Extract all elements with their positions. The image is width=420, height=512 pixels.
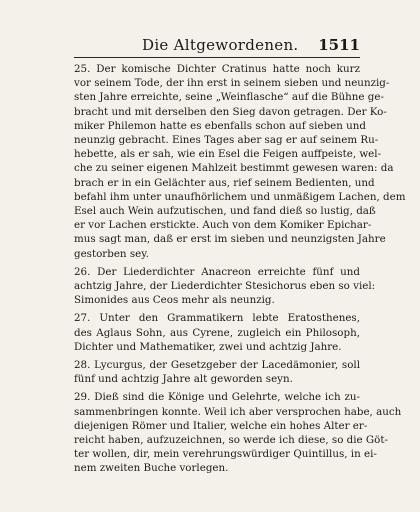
text-line: fünf und achtzig Jahre alt geworden seyn.	[74, 373, 293, 386]
text-line: Esel auch Wein aufzutischen, und fand dieß so lustig, daß	[74, 205, 376, 218]
text-line: hebette, als er sah, wie ein Esel die Feigen auffpeiste, wel-	[74, 148, 382, 161]
text-line: miker Philemon hatte es ebenfalls schon auf sieben und	[74, 119, 367, 132]
text-line: 29. Dieß sind die Könige und Gelehrte, welche ich zu-	[74, 391, 360, 404]
text-line: 27. Unter den Grammatikern lebte Eratosthenes,	[74, 312, 360, 325]
text-line: Simonides aus Ceos mehr als neunzig.	[74, 294, 275, 307]
text-line: gestorben sey.	[74, 247, 149, 260]
body-text	[74, 62, 406, 476]
header-rule	[74, 57, 360, 58]
text-line: che zu seiner eigenen Mahlzeit bestimmt gewesen waren: da	[74, 162, 394, 175]
text-line: diejenigen Römer und Italier, welche ein hohes Alter er-	[74, 419, 368, 432]
text-line: brach er in ein Gelächter aus, rief seinem Bedienten, und	[74, 176, 375, 189]
text-line: ter wollen, dir, mein verehrungswürdiger Quintillus, in ei-	[74, 448, 377, 461]
page-header	[74, 34, 360, 58]
text-line: 25. Der komische Dichter Cratinus hatte noch kurz	[74, 63, 360, 75]
text-line: achtzig Jahre, der Liederdichter Stesichorus eben so viel:	[74, 280, 376, 293]
text-line: mus sagt man, daß er erst im sieben und neunzigsten Jahre	[74, 233, 386, 246]
text-line: bracht und mit derselben den Sieg davon getragen. Der Ko-	[74, 105, 387, 118]
text-line: sten Jahre erreichte, seine „Weinflasche“ auf die Bühne ge-	[74, 91, 384, 104]
text-line: befahl ihm unter unaufhörlichem und unmäßigem Lachen, dem	[74, 190, 406, 203]
text-line: 26. Der Liederdichter Anacreon erreichte fünf und	[74, 265, 360, 278]
text-line: neunzig gebracht. Eines Tages aber sag er auf seinem Ru-	[74, 134, 379, 147]
text-line: sammenbringen konnte. Weil ich aber versprochen habe, auch	[74, 405, 402, 418]
page-number: 1511	[318, 36, 360, 54]
running-title: Die Altgewordenen.	[142, 36, 299, 54]
text-line: vor seinem Tode, der ihn erst in seinem sieben und neunzig-	[74, 77, 390, 90]
text-line: 28. Lycurgus, der Gesetzgeber der Lacedämonier, soll	[74, 359, 360, 372]
text-line: des Aglaus Sohn, aus Cyrene, zugleich ein Philosoph,	[74, 326, 360, 339]
text-line: nem zweiten Buche vorlegen.	[74, 462, 229, 475]
text-line: reicht haben, aufzuzeichnen, so werde ich diese, so die Göt-	[74, 434, 388, 447]
text-line: Dichter und Mathematiker, zwei und achtzig Jahre.	[74, 340, 342, 353]
text-line: er vor Lachen erstickte. Auch von dem Komiker Epichar-	[74, 219, 372, 232]
